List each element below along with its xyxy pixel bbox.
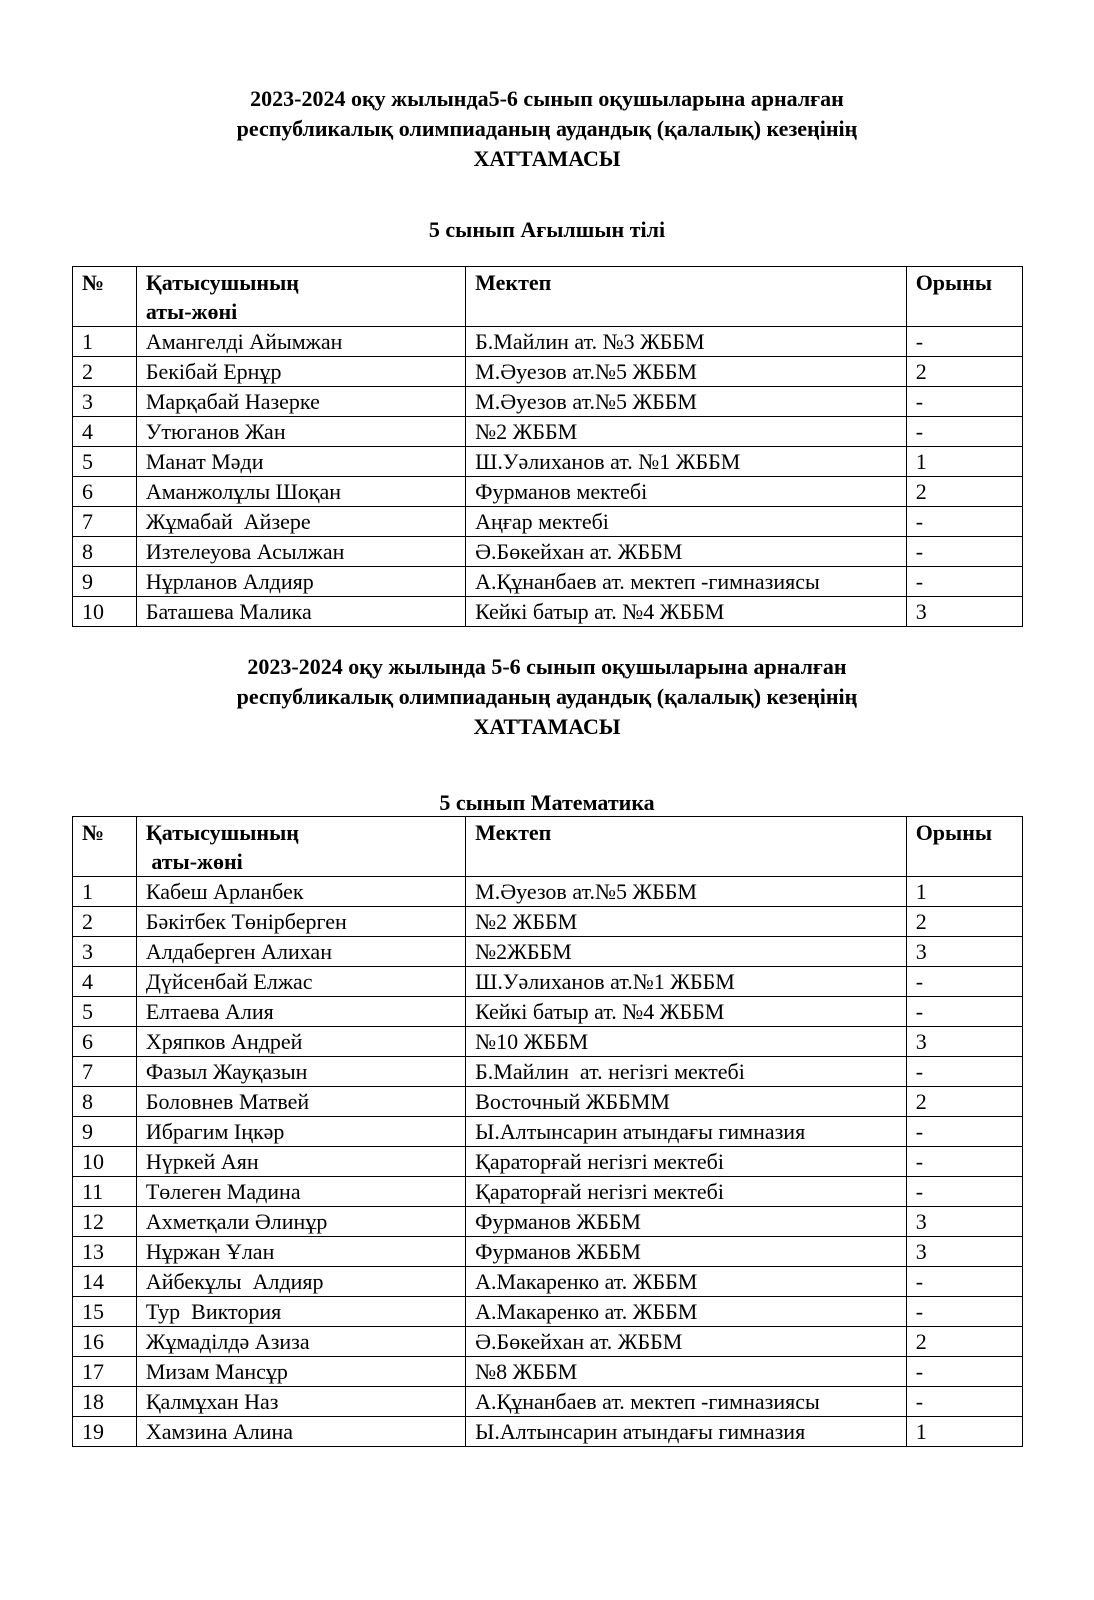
- cell-num: 6: [73, 1027, 137, 1057]
- cell-school: А.Макаренко ат. ЖББМ: [466, 1297, 907, 1327]
- table-row: [73, 1327, 1023, 1357]
- cell-participant-name: Айбекұлы Алдияр: [136, 1267, 465, 1297]
- cell-num: 9: [73, 1117, 137, 1147]
- cell-school: Ә.Бөкейхан ат. ЖББМ: [466, 1327, 907, 1357]
- cell-place: 1: [906, 447, 1022, 477]
- cell-place: -: [906, 1057, 1022, 1087]
- cell-place: 3: [906, 1027, 1022, 1057]
- cell-school: Ы.Алтынсарин атындағы гимназия: [466, 1117, 907, 1147]
- cell-school: Кейкі батыр ат. №4 ЖББМ: [466, 597, 907, 627]
- cell-school: М.Әуезов ат.№5 ЖББМ: [466, 387, 907, 417]
- protocol-heading-2: [0, 652, 1094, 742]
- cell-num: 1: [73, 327, 137, 357]
- header-name-line-2: аты-жөні: [145, 299, 238, 324]
- cell-num: 10: [73, 1147, 137, 1177]
- cell-num: 14: [73, 1267, 137, 1297]
- results-table-english: [72, 266, 1023, 627]
- cell-participant-name: Бәкітбек Төнірберген: [136, 907, 465, 937]
- table-row: [73, 1387, 1023, 1417]
- cell-participant-name: Елтаева Алия: [136, 997, 465, 1027]
- table-row: [73, 1417, 1023, 1447]
- cell-participant-name: Мизам Мансұр: [136, 1357, 465, 1387]
- cell-participant-name: Бекібай Ернұр: [136, 357, 465, 387]
- cell-participant-name: Алдаберген Алихан: [136, 937, 465, 967]
- cell-participant-name: Изтелеуова Асылжан: [136, 537, 465, 567]
- cell-place: -: [906, 1177, 1022, 1207]
- cell-num: 4: [73, 417, 137, 447]
- table-row: [73, 1177, 1023, 1207]
- cell-num: 15: [73, 1297, 137, 1327]
- table-row: [73, 597, 1023, 627]
- cell-place: -: [906, 387, 1022, 417]
- cell-participant-name: Утюганов Жан: [136, 417, 465, 447]
- heading-line: 2023-2024 оқу жылында 5-6 сынып оқушыларына арналған: [247, 654, 847, 679]
- table-row: [73, 447, 1023, 477]
- cell-place: -: [906, 1267, 1022, 1297]
- cell-place: -: [906, 1387, 1022, 1417]
- cell-participant-name: Ибрагим Іңкәр: [136, 1117, 465, 1147]
- cell-participant-name: Ахметқали Әлинұр: [136, 1207, 465, 1237]
- cell-school: Ш.Уәлиханов ат. №1 ЖББМ: [466, 447, 907, 477]
- cell-place: -: [906, 507, 1022, 537]
- header-num: №: [73, 267, 137, 327]
- header-school: Мектеп: [466, 817, 907, 877]
- heading-line: республикалық олимпиаданың аудандық (қалалық) кезеңінің: [236, 116, 858, 141]
- results-table-math: [72, 816, 1023, 1447]
- table-row: [73, 1087, 1023, 1117]
- cell-num: 7: [73, 507, 137, 537]
- cell-place: -: [906, 417, 1022, 447]
- cell-school: А.Құнанбаев ат. мектеп -гимназиясы: [466, 567, 907, 597]
- table-row: [73, 1027, 1023, 1057]
- cell-participant-name: Төлеген Мадина: [136, 1177, 465, 1207]
- table-row: [73, 967, 1023, 997]
- table-row: [73, 1147, 1023, 1177]
- cell-school: Ш.Уәлиханов ат.№1 ЖББМ: [466, 967, 907, 997]
- cell-participant-name: Аманжолұлы Шоқан: [136, 477, 465, 507]
- header-name-line-2: аты-жөні: [145, 849, 243, 874]
- cell-participant-name: Баташева Малика: [136, 597, 465, 627]
- cell-school: Ә.Бөкейхан ат. ЖББМ: [466, 537, 907, 567]
- heading-line: республикалық олимпиаданың аудандық (қалалық) кезеңінің: [236, 684, 858, 709]
- cell-participant-name: Манат Мәди: [136, 447, 465, 477]
- cell-participant-name: Жұмаділдә Азиза: [136, 1327, 465, 1357]
- cell-school: №2ЖББМ: [466, 937, 907, 967]
- table-row: [73, 1237, 1023, 1267]
- table-row: [73, 907, 1023, 937]
- subject-title-math: 5 сынып Математика: [439, 790, 655, 815]
- cell-num: 4: [73, 967, 137, 997]
- cell-place: 2: [906, 357, 1022, 387]
- cell-participant-name: Нұрланов Алдияр: [136, 567, 465, 597]
- cell-num: 12: [73, 1207, 137, 1237]
- cell-school: М.Әуезов ат.№5 ЖББМ: [466, 877, 907, 907]
- cell-place: -: [906, 1357, 1022, 1387]
- cell-participant-name: Қалмұхан Наз: [136, 1387, 465, 1417]
- cell-participant-name: Тур Виктория: [136, 1297, 465, 1327]
- header-name-line-1: Қатысушының: [145, 820, 299, 845]
- cell-num: 1: [73, 877, 137, 907]
- cell-num: 3: [73, 387, 137, 417]
- cell-place: 2: [906, 477, 1022, 507]
- cell-place: -: [906, 1117, 1022, 1147]
- cell-school: Қараторғай негізгі мектебі: [466, 1147, 907, 1177]
- table-row: [73, 1057, 1023, 1087]
- cell-num: 13: [73, 1237, 137, 1267]
- cell-num: 3: [73, 937, 137, 967]
- cell-school: №10 ЖББМ: [466, 1027, 907, 1057]
- cell-participant-name: Дүйсенбай Елжас: [136, 967, 465, 997]
- header-name: [136, 267, 465, 327]
- table-row: [73, 477, 1023, 507]
- cell-place: 2: [906, 1327, 1022, 1357]
- header-place: Орыны: [906, 817, 1022, 877]
- cell-school: Фурманов мектебі: [466, 477, 907, 507]
- cell-num: 2: [73, 357, 137, 387]
- cell-school: Ы.Алтынсарин атындағы гимназия: [466, 1417, 907, 1447]
- cell-school: №2 ЖББМ: [466, 907, 907, 937]
- cell-num: 5: [73, 997, 137, 1027]
- cell-participant-name: Марқабай Назерке: [136, 387, 465, 417]
- table-row: [73, 1267, 1023, 1297]
- cell-num: 10: [73, 597, 137, 627]
- cell-place: -: [906, 967, 1022, 997]
- table-row: [73, 537, 1023, 567]
- cell-participant-name: Кабеш Арланбек: [136, 877, 465, 907]
- cell-school: №2 ЖББМ: [466, 417, 907, 447]
- cell-place: -: [906, 1297, 1022, 1327]
- cell-place: -: [906, 997, 1022, 1027]
- cell-school: Фурманов ЖББМ: [466, 1237, 907, 1267]
- table-row: [73, 1117, 1023, 1147]
- cell-num: 2: [73, 907, 137, 937]
- table-row: [73, 567, 1023, 597]
- cell-participant-name: Амангелді Айымжан: [136, 327, 465, 357]
- cell-participant-name: Боловнев Матвей: [136, 1087, 465, 1117]
- cell-num: 6: [73, 477, 137, 507]
- table-body: [73, 877, 1023, 1447]
- cell-num: 8: [73, 537, 137, 567]
- heading-line: 2023-2024 оқу жылында5-6 сынып оқушыларына арналған: [250, 86, 844, 111]
- cell-place: 1: [906, 1417, 1022, 1447]
- header-place: Орыны: [906, 267, 1022, 327]
- cell-place: 3: [906, 937, 1022, 967]
- table-row: [73, 327, 1023, 357]
- cell-place: -: [906, 327, 1022, 357]
- cell-participant-name: Нұржан Ұлан: [136, 1237, 465, 1267]
- cell-school: Б.Майлин ат. негізгі мектебі: [466, 1057, 907, 1087]
- cell-place: -: [906, 567, 1022, 597]
- cell-num: 18: [73, 1387, 137, 1417]
- table-row: [73, 507, 1023, 537]
- cell-place: 2: [906, 907, 1022, 937]
- cell-school: Қараторғай негізгі мектебі: [466, 1177, 907, 1207]
- table-row: [73, 877, 1023, 907]
- cell-place: 3: [906, 1207, 1022, 1237]
- cell-num: 5: [73, 447, 137, 477]
- cell-num: 16: [73, 1327, 137, 1357]
- cell-participant-name: Хамзина Алина: [136, 1417, 465, 1447]
- table-header-row: [73, 817, 1023, 877]
- cell-school: Кейкі батыр ат. №4 ЖББМ: [466, 997, 907, 1027]
- cell-school: А.Макаренко ат. ЖББМ: [466, 1267, 907, 1297]
- cell-num: 11: [73, 1177, 137, 1207]
- protocol-heading-1: [0, 84, 1094, 174]
- table-row: [73, 1297, 1023, 1327]
- cell-place: -: [906, 537, 1022, 567]
- cell-school: А.Құнанбаев ат. мектеп -гимназиясы: [466, 1387, 907, 1417]
- header-name-line-1: Қатысушының: [145, 270, 299, 295]
- cell-num: 9: [73, 567, 137, 597]
- cell-place: 3: [906, 1237, 1022, 1267]
- cell-num: 8: [73, 1087, 137, 1117]
- header-num: №: [73, 817, 137, 877]
- cell-place: -: [906, 1147, 1022, 1177]
- cell-school: №8 ЖББМ: [466, 1357, 907, 1387]
- header-school: Мектеп: [466, 267, 907, 327]
- cell-num: 17: [73, 1357, 137, 1387]
- cell-num: 19: [73, 1417, 137, 1447]
- table-row: [73, 357, 1023, 387]
- table-header-row: [73, 267, 1023, 327]
- cell-num: 7: [73, 1057, 137, 1087]
- cell-participant-name: Жұмабай Айзере: [136, 507, 465, 537]
- table-row: [73, 937, 1023, 967]
- heading-line: ХАТТАМАСЫ: [473, 146, 621, 171]
- table-row: [73, 1207, 1023, 1237]
- header-name: [136, 817, 465, 877]
- cell-school: Восточный ЖББММ: [466, 1087, 907, 1117]
- table-row: [73, 997, 1023, 1027]
- cell-participant-name: Хряпков Андрей: [136, 1027, 465, 1057]
- cell-place: 1: [906, 877, 1022, 907]
- cell-school: Фурманов ЖББМ: [466, 1207, 907, 1237]
- subject-title-english: 5 сынып Ағылшын тілі: [428, 217, 666, 242]
- cell-participant-name: Фазыл Жауқазын: [136, 1057, 465, 1087]
- cell-participant-name: Нүркей Аян: [136, 1147, 465, 1177]
- cell-place: 3: [906, 597, 1022, 627]
- cell-school: Б.Майлин ат. №3 ЖББМ: [466, 327, 907, 357]
- heading-line: ХАТТАМАСЫ: [473, 714, 621, 739]
- cell-place: 2: [906, 1087, 1022, 1117]
- table-row: [73, 417, 1023, 447]
- cell-school: М.Әуезов ат.№5 ЖББМ: [466, 357, 907, 387]
- cell-school: Аңғар мектебі: [466, 507, 907, 537]
- table-body: [73, 327, 1023, 627]
- table-row: [73, 1357, 1023, 1387]
- table-row: [73, 387, 1023, 417]
